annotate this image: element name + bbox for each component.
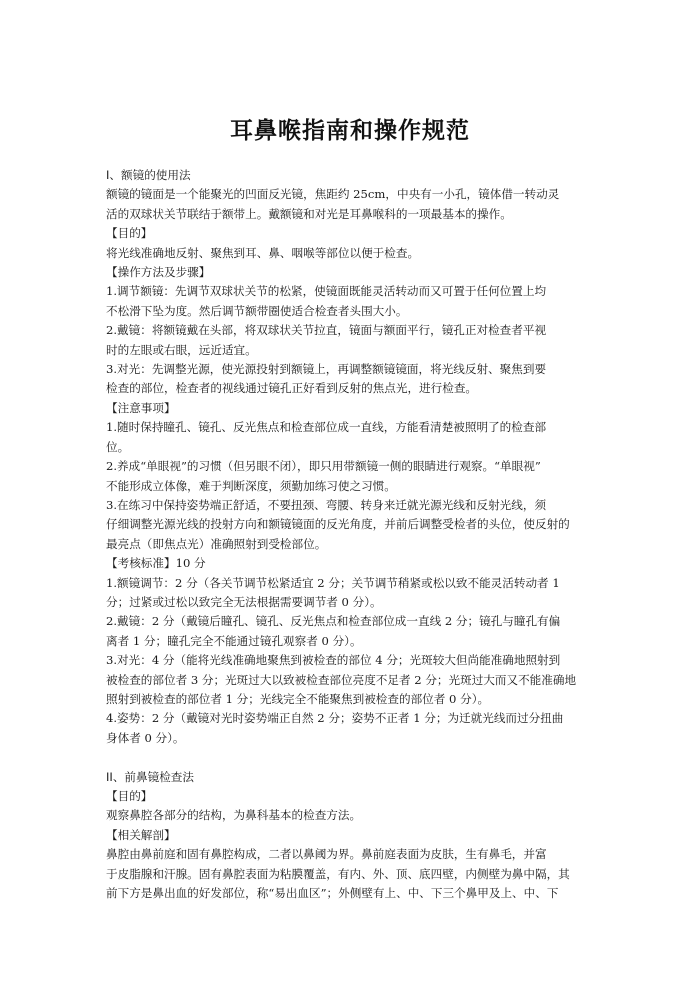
text-line: 1.调节额镜：先调节双球状关节的松紧，使镜面既能灵活转动而又可置于任何位置上均: [106, 284, 547, 299]
section-heading: I、额镜的使用法: [106, 168, 191, 182]
text-line: 不能形成立体像，难于判断深度，须勤加练习使之习惯。: [106, 478, 396, 493]
text-line: 鼻腔由鼻前庭和固有鼻腔构成，二者以鼻阈为界。鼻前庭表面为皮肤，生有鼻毛，并富: [106, 847, 547, 862]
text-line: 被检查的部位者 3 分；光斑过大以致被检查部位亮度不足者 2 分；光斑过大而又不能准确地: [106, 672, 577, 687]
text-line: 3.对光：先调整光源，使光源投射到额镜上，再调整额镜镜面，将光线反射、聚焦到要: [106, 362, 547, 377]
document-title: 耳鼻喉指南和操作规范: [230, 118, 470, 144]
text-line: 时的左眼或右眼，远近适宜。: [106, 342, 257, 357]
text-line: 仔细调整光源光线的投射方向和额镜镜面的反光角度，并前后调整受检者的头位，使反射的: [106, 517, 570, 532]
document-body: [106, 166, 598, 903]
text-line: 1.额镜调节：2 分（各关节调节松紧适宜 2 分；关节调节稍紧或松以致不能灵活转动者 1: [106, 575, 560, 590]
text-line: 额镜的镜面是一个能聚光的凹面反光镜，焦距约 25cm，中央有一小孔，镜体借一转动灵: [106, 187, 560, 202]
paragraph-gap: [106, 748, 598, 767]
text-line: 位。: [106, 439, 130, 454]
text-line: 观察鼻腔各部分的结构，为鼻科基本的检查方法。: [106, 808, 362, 823]
text-line: 最亮点（即焦点光）准确照射到受检部位。: [106, 536, 327, 551]
text-line: 2.养成“单眼视”的习惯（但另眼不闭），即只用带额镜一侧的眼睛进行观察。“单眼视”: [106, 459, 541, 474]
text-line: 离者 1 分；瞳孔完全不能通过镜孔观察者 0 分）。: [106, 633, 362, 648]
text-line: 4.姿势：2 分（戴镜对光时姿势端正自然 2 分；姿势不正者 1 分；为迁就光线而过分扭曲: [106, 711, 564, 726]
text-line: 3.在练习中保持姿势端正舒适，不要扭颈、弯腰、转身来迁就光源光线和反射光线，须: [106, 497, 547, 512]
text-line: 【注意事项】: [106, 400, 176, 415]
section-heading: II、前鼻镜检查法: [106, 769, 194, 784]
text-line: 前下方是鼻出血的好发部位，称“易出血区”；外侧壁有上、中、下三个鼻甲及上、中、下: [106, 886, 559, 901]
text-line: 将光线准确地反射、聚焦到耳、鼻、咽喉等部位以便于检查。: [106, 245, 420, 260]
text-line: 【操作方法及步骤】: [106, 265, 211, 280]
text-line: 分；过紧或过松以致完全无法根据需要调节者 0 分）。: [106, 594, 382, 609]
text-line: 活的双球状关节联结于额带上。戴额镜和对光是耳鼻喉科的一项最基本的操作。: [106, 206, 512, 221]
text-line: 不松滑下坠为度。然后调节额带圈使适合检查者头围大小。: [106, 303, 408, 318]
text-line: 于皮脂腺和汗腺。固有鼻腔表面为粘膜覆盖，有内、外、顶、底四壁，内侧壁为鼻中隔，其: [106, 866, 570, 881]
text-line: 2.戴镜：将额镜戴在头部，将双球状关节拉直，镜面与额面平行，镜孔正对检查者平视: [106, 323, 547, 338]
text-line: 身体者 0 分）。: [106, 730, 185, 745]
text-line: 2.戴镜：2 分（戴镜后瞳孔、镜孔、反光焦点和检查部位成一直线 2 分；镜孔与瞳孔有偏: [106, 614, 561, 629]
text-line: 3.对光：4 分（能将光线准确地聚焦到被检查的部位 4 分；光斑较大但尚能准确地照射到: [106, 653, 561, 668]
text-line: 【目的】: [106, 226, 153, 241]
text-line: 照射到被检查的部位者 1 分；光线完全不能聚焦到被检查的部位者 0 分）。: [106, 691, 490, 706]
text-line: 【考核标准】10 分: [106, 556, 206, 571]
text-line: 1.随时保持瞳孔、镜孔、反光焦点和检查部位成一直线，方能看清楚被照明了的检查部: [106, 420, 547, 435]
text-line: 【相关解剖】: [106, 827, 176, 842]
text-line: 检查的部位，检查者的视线通过镜孔正好看到反射的焦点光，进行检查。: [106, 381, 478, 396]
text-line: 【目的】: [106, 788, 153, 803]
